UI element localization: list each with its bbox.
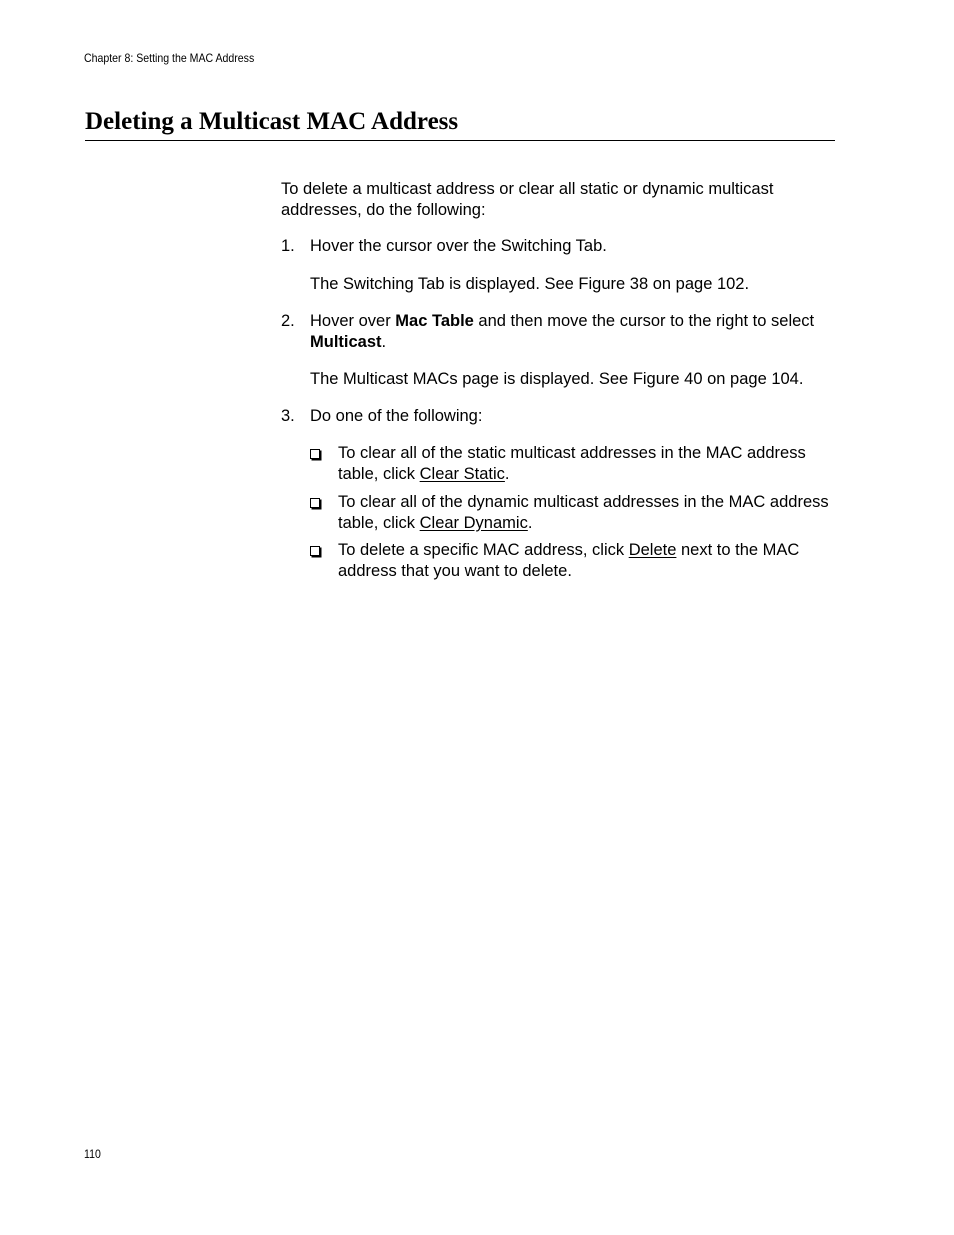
running-header: Chapter 8: Setting the MAC Address xyxy=(84,51,255,65)
step-2-result: The Multicast MACs page is displayed. See Figure 40 on page 104. xyxy=(310,370,804,388)
step-3-text: Do one of the following: xyxy=(310,407,483,425)
checkbox-bullet-icon xyxy=(310,546,320,556)
option-clear-dynamic-end: . xyxy=(527,513,533,532)
mac-table-menu-label: Mac Table xyxy=(395,312,474,330)
option-delete xyxy=(338,540,848,581)
option-clear-static xyxy=(338,443,848,484)
checkbox-bullet-icon xyxy=(310,449,320,459)
option-delete-end: next to the MAC address that you want to delete. xyxy=(338,541,800,580)
option-clear-static-end: . xyxy=(504,464,510,483)
step-2-text-middle: and then move the cursor to the right to select xyxy=(473,312,815,330)
step-2-text xyxy=(310,311,850,352)
option-clear-dynamic xyxy=(338,492,848,533)
multicast-menu-label: Multicast xyxy=(310,332,382,351)
step-1-number: 1. xyxy=(281,237,295,255)
title-rule xyxy=(85,140,835,141)
step-2-text-before: Hover over xyxy=(310,312,396,330)
delete-link[interactable]: Delete xyxy=(628,541,677,559)
step-2-number: 2. xyxy=(281,312,295,330)
option-clear-dynamic-text: To clear all of the dynamic multicast addresses in the MAC address table, click xyxy=(338,493,829,532)
step-1-text: Hover the cursor over the Switching Tab. xyxy=(310,237,607,255)
step-1-result: The Switching Tab is displayed. See Figure 38 on page 102. xyxy=(310,275,750,293)
section-title: Deleting a Multicast MAC Address xyxy=(85,108,459,135)
page-number: 110 xyxy=(84,1147,101,1161)
intro-paragraph: To delete a multicast address or clear all static or dynamic multicast addresses, do the following: xyxy=(281,180,774,219)
option-clear-static-text: To clear all of the static multicast addresses in the MAC address table, click xyxy=(338,444,806,483)
option-delete-text: To delete a specific MAC address, click xyxy=(338,541,629,559)
checkbox-bullet-icon xyxy=(310,498,320,508)
clear-dynamic-link[interactable]: Clear Dynamic xyxy=(419,513,528,532)
step-3-number: 3. xyxy=(281,407,295,425)
clear-static-link[interactable]: Clear Static xyxy=(419,464,505,483)
step-2-text-after: . xyxy=(381,332,387,351)
